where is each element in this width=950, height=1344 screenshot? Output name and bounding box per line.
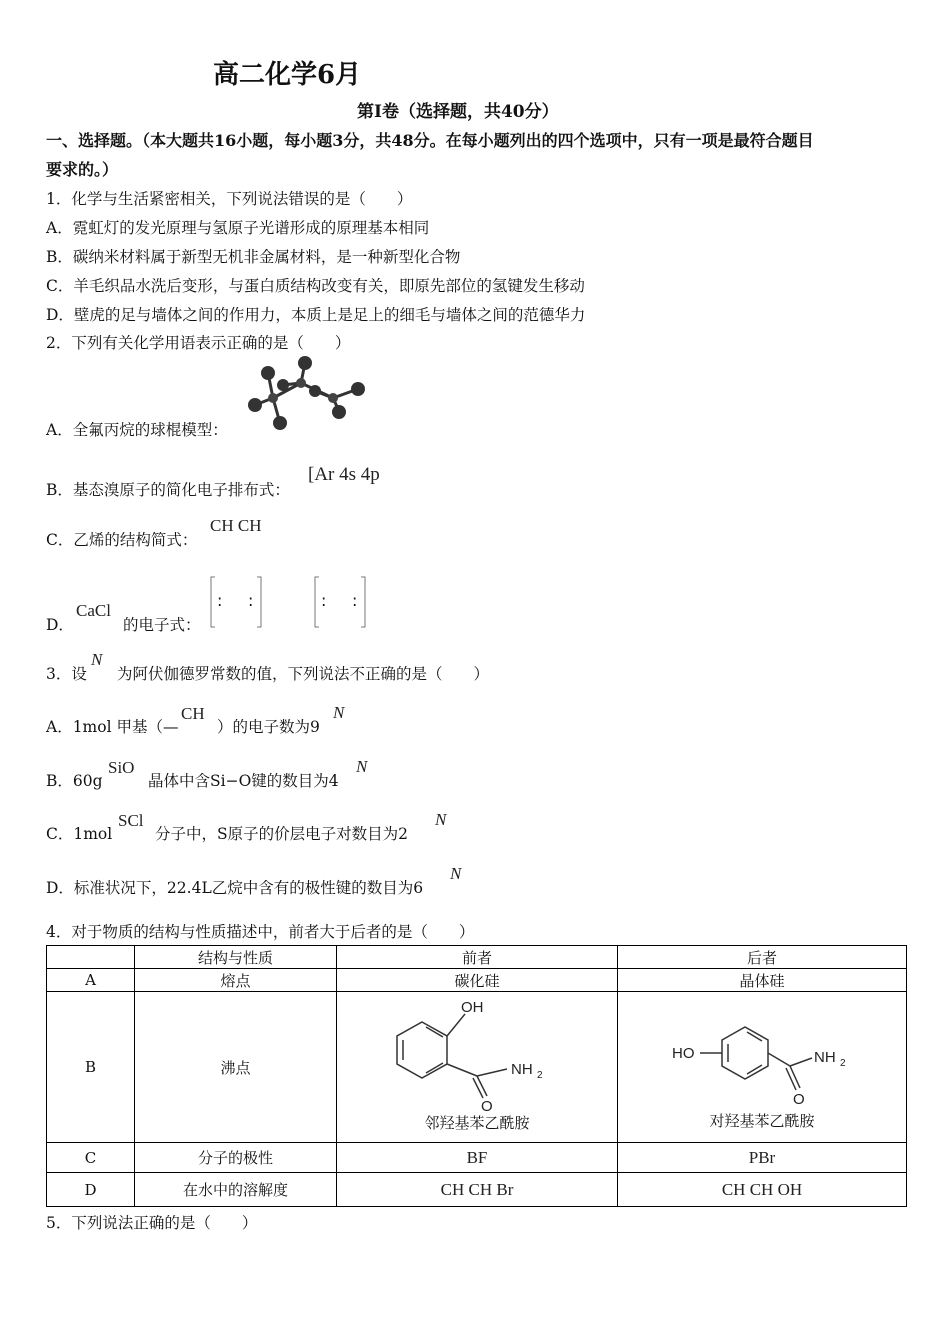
table-cell: 碳化硅 (337, 969, 618, 992)
table-row (47, 1143, 907, 1173)
q1-stem: 1．化学与生活紧密相关，下列说法错误的是（ ） (46, 190, 413, 208)
perfluoropropane-ball-stick-model (243, 355, 368, 435)
table-cell: A (47, 969, 135, 992)
table-row (47, 992, 907, 1143)
table-row (47, 1173, 907, 1207)
q3-b-na: N (356, 757, 368, 776)
para-hydroxyphenylacetamide-structure (662, 1010, 862, 1110)
table-header-row (47, 946, 907, 969)
q3-option-c-part2: 分子中，S原子的价层电子对数目为2 (155, 825, 408, 843)
q5-stem: 5．下列说法正确的是（ ） (46, 1214, 258, 1232)
q2-option-d-suffix: 的电子式： (123, 616, 201, 634)
table-cell: 后者 (618, 946, 907, 969)
svg-text::: : (352, 591, 358, 610)
oh-label: OH (461, 999, 484, 1016)
q3-na-symbol: N (91, 650, 103, 669)
table-cell: 沸点 (135, 992, 337, 1143)
section-instructions-line2: 要求的。） (46, 160, 119, 179)
amine-label: NH (511, 1061, 533, 1078)
q4-stem: 4．对于物质的结构与性质描述中，前者大于后者的是（ ） (46, 923, 475, 941)
q1-option-d: D．壁虎的足与墙体之间的作用力，本质上是足上的细毛与墙体之间的范德华力 (46, 306, 586, 324)
cacl2-electron-dot-formula (205, 572, 370, 632)
table-cell: 在水中的溶解度 (135, 1173, 337, 1207)
amine-label: NH (814, 1049, 836, 1066)
q3-option-c-part1: C．1mol (46, 825, 113, 843)
q4-table (46, 945, 907, 1207)
ortho-hydroxyphenylacetamide-structure (377, 994, 577, 1112)
q3-option-a-part2: ）的电子数为9 (217, 718, 320, 736)
table-cell: 晶体硅 (618, 969, 907, 992)
page-title: 高二化学6月 (213, 60, 362, 90)
q3-d-na: N (450, 864, 462, 883)
q3-option-d: D．标准状况下，22.4L乙烷中含有的极性键的数目为6 (46, 879, 424, 897)
q2-d-formula: CaCl (76, 601, 111, 620)
table-cell: BF (337, 1143, 618, 1173)
q3-stem-part1: 3．设 (46, 665, 87, 683)
table-cell: CH CH Br (337, 1173, 618, 1207)
table-cell: 熔点 (135, 969, 337, 992)
table-row (47, 969, 907, 992)
q3-option-a-part1: A．1mol 甲基（— (46, 718, 179, 736)
svg-text::: : (321, 591, 327, 610)
q3-c-na: N (435, 810, 447, 829)
svg-text::: : (217, 591, 223, 610)
table-cell: CH CH OH (618, 1173, 907, 1207)
q3-stem-part2: 为阿伏伽德罗常数的值，下列说法不正确的是（ ） (117, 665, 490, 683)
q2-stem: 2．下列有关化学用语表示正确的是（ ） (46, 334, 351, 352)
q2-option-a: A．全氟丙烷的球棍模型： (46, 421, 228, 439)
q3-a-formula: CH (181, 704, 205, 723)
q1-option-a: A．霓虹灯的发光原理与氢原子光谱形成的原理基本相同 (46, 219, 430, 237)
ortho-compound-name: 邻羟基苯乙酰胺 (424, 1114, 530, 1132)
q3-c-formula: SCl (118, 811, 144, 830)
table-cell (337, 992, 618, 1143)
q2-option-c: C．乙烯的结构简式： (46, 531, 198, 549)
carbonyl-o-label: O (793, 1091, 805, 1108)
q2-c-formula: CH CH (210, 516, 262, 535)
q3-option-b-part1: B．60g (46, 772, 103, 790)
exam-part-title: 第Ⅰ卷（选择题，共40分） (357, 102, 559, 122)
section-instructions-line1: 一、选择题。（本大题共16小题，每小题3分，共48分。在每小题列出的四个选项中，只有一项是最符合题目 (46, 131, 814, 150)
table-cell: 分子的极性 (135, 1143, 337, 1173)
amine-subscript: 2 (537, 1070, 543, 1081)
q3-option-b-part2: 晶体中含Si−O键的数目为4 (148, 772, 339, 790)
q3-a-na: N (333, 703, 345, 722)
ho-label: HO (672, 1045, 695, 1062)
table-cell (47, 946, 135, 969)
table-cell: 结构与性质 (135, 946, 337, 969)
q2-b-formula: [Ar 4s 4p (308, 464, 380, 485)
q1-option-b: B．碳纳米材料属于新型无机非金属材料，是一种新型化合物 (46, 248, 461, 266)
amine-subscript: 2 (840, 1058, 846, 1069)
q3-b-formula: SiO (108, 758, 135, 777)
table-cell: D (47, 1173, 135, 1207)
table-cell: PBr (618, 1143, 907, 1173)
table-cell: C (47, 1143, 135, 1173)
q1-option-c: C．羊毛织品水洗后变形，与蛋白质结构改变有关，即原先部位的氢键发生移动 (46, 277, 585, 295)
table-cell (618, 992, 907, 1143)
q2-option-d-prefix: D． (46, 616, 74, 634)
q2-option-b: B．基态溴原子的简化电子排布式： (46, 481, 290, 499)
table-cell: B (47, 992, 135, 1143)
table-cell: 前者 (337, 946, 618, 969)
carbonyl-o-label: O (481, 1098, 493, 1112)
svg-text::: : (248, 591, 254, 610)
para-compound-name: 对羟基苯乙酰胺 (709, 1112, 815, 1130)
